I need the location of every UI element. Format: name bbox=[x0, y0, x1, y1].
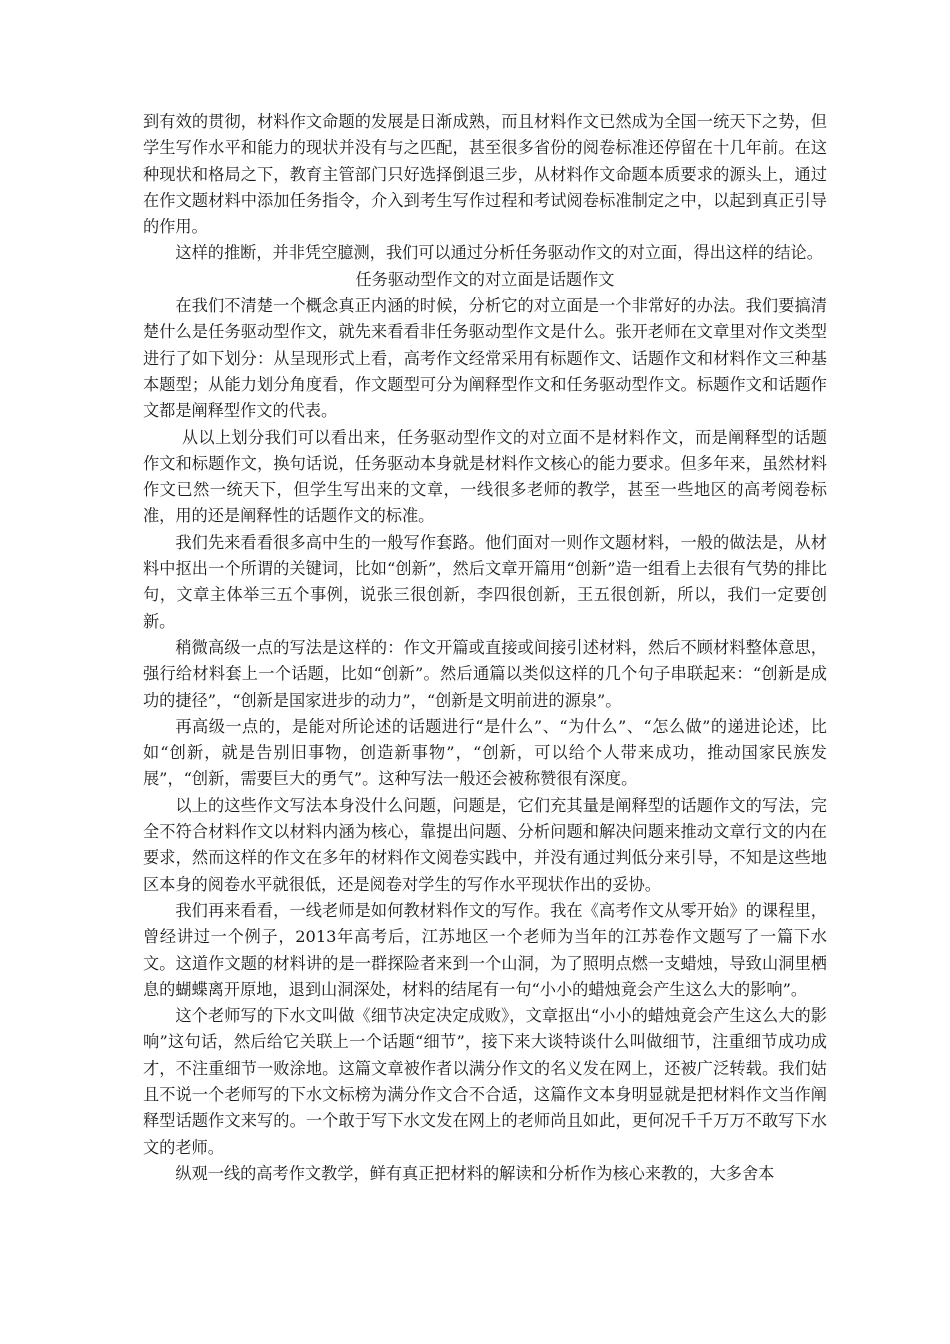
paragraph: 在我们不清楚一个概念真正内涵的时候，分析它的对立面是一个非常好的办法。我们要搞清楚什么是任务驱动型作文，就先来看看非任务驱动型作文是什么。张开老师在文章里对作文类型进行了如下划分：从呈现形式上看，高考作文经常采用有标题作文、话题作文和材料作文三种基本题型；从能力划分角度看，作文题型可分为阐释型作文和任务驱动型作文。标题作文和话题作文都是阐释型作文的代表。 bbox=[143, 296, 827, 421]
paragraph: 纵观一线的高考作文教学，鲜有真正把材料的解读和分析作为核心来教的，大多舍本 bbox=[175, 1163, 775, 1183]
paragraph: 稍微高级一点的写法是这样的：作文开篇或直接或间接引述材料，然后不顾材料整体意思，强行给材料套上一个话题，比如“创新”。然后通篇以类似这样的几个句子串联起来：“创新是成功的捷径”，“创新是国家进步的动力”，“创新是文明前进的源泉”。 bbox=[143, 637, 827, 710]
paragraph: 我们再来看看，一线老师是如何教材料作文的写作。我在《高考作文从零开始》的课程里，曾经讲过一个例子，2013年高考后，江苏地区一个老师为当年的江苏卷作文题写了一篇下水文。这道作文题的材料讲的是一群探险者来到一个山洞，为了照明点燃一支蜡烛，导致山洞里栖息的蝴蝶离开原地，退到山洞深处，材料的结尾有一句“小小的蜡烛竟会产生这么大的影响”。 bbox=[143, 900, 827, 999]
article-body bbox=[143, 109, 827, 1187]
paragraph: 这样的推断，并非凭空臆测，我们可以通过分析任务驱动作文的对立面，得出这样的结论。 bbox=[175, 243, 823, 263]
paragraph: 这个老师写的下水文叫做《细节决定决定成败》，文章抠出“小小的蜡烛竟会产生这么大的影响”这句话，然后给它关联上一个话题“细节”，接下来大谈特谈什么叫做细节，注重细节成功成才，不注重细节一败涂地。这篇文章被作者以满分作文的名义发在网上，还被广泛转载。我们姑且不说一个老师写的下水文标榜为满分作文合不合适，这篇作文本身明显就是把材料作文当作阐释型话题作文来写的。一个敢于写下水文发在网上的老师尚且如此，更何况千千万万不敢写下水文的老师。 bbox=[143, 1006, 827, 1157]
paragraph: 再高级一点的，是能对所论述的话题进行“是什么”、“为什么”、“怎么做”的递进论述，比如“创新，就是告别旧事物，创造新事物”，“创新，可以给个人带来成功，推动国家民族发展”，“创新，需要巨大的勇气”。这种写法一般还会被称赞很有深度。 bbox=[143, 716, 827, 789]
paragraph: 以上的这些作文写法本身没什么问题，问题是，它们充其量是阐释型的话题作文的写法，完全不符合材料作文以材料内涵为核心，靠提出问题、分析问题和解决问题来推动文章行文的内在要求，然而这样的作文在多年的材料作文阅卷实践中，并没有通过判低分来引导，不知是这些地区本身的阅卷水平就很低，还是阅卷对学生的写作水平现状作出的妥协。 bbox=[143, 795, 827, 894]
paragraph: 从以上划分我们可以看出来，任务驱动型作文的对立面不是材料作文，而是阐释型的话题作文和标题作文，换句话说，任务驱动本身就是材料作文核心的能力要求。但多年来，虽然材料作文已然一统天下，但学生写出来的文章，一线很多老师的教学，甚至一些地区的高考阅卷标准，用的还是阐释性的话题作文的标准。 bbox=[143, 427, 827, 526]
paragraph-continuation: 到有效的贯彻，材料作文命题的发展是日渐成熟，而且材料作文已然成为全国一统天下之势，但学生写作水平和能力的现状并没有与之匹配，甚至很多省份的阅卷标准还停留在十几年前。在这种现状和格局之下，教育主管部门只好选择倒退三步，从材料作文命题本质要求的源头上，通过在作文题材料中添加任务指令，介入到考生写作过程和考试阅卷标准制定之中，以起到真正引导的作用。 bbox=[143, 112, 827, 237]
section-heading: 任务驱动型作文的对立面是话题作文 bbox=[355, 269, 615, 289]
paragraph: 我们先来看看很多高中生的一般写作套路。他们面对一则作文题材料，一般的做法是，从材料中抠出一个所谓的关键词，比如“创新”，然后文章开篇用“创新”造一组看上去很有气势的排比句，文章主体举三五个事例，说张三很创新，李四很创新，王五很创新，所以，我们一定要创新。 bbox=[143, 532, 827, 631]
